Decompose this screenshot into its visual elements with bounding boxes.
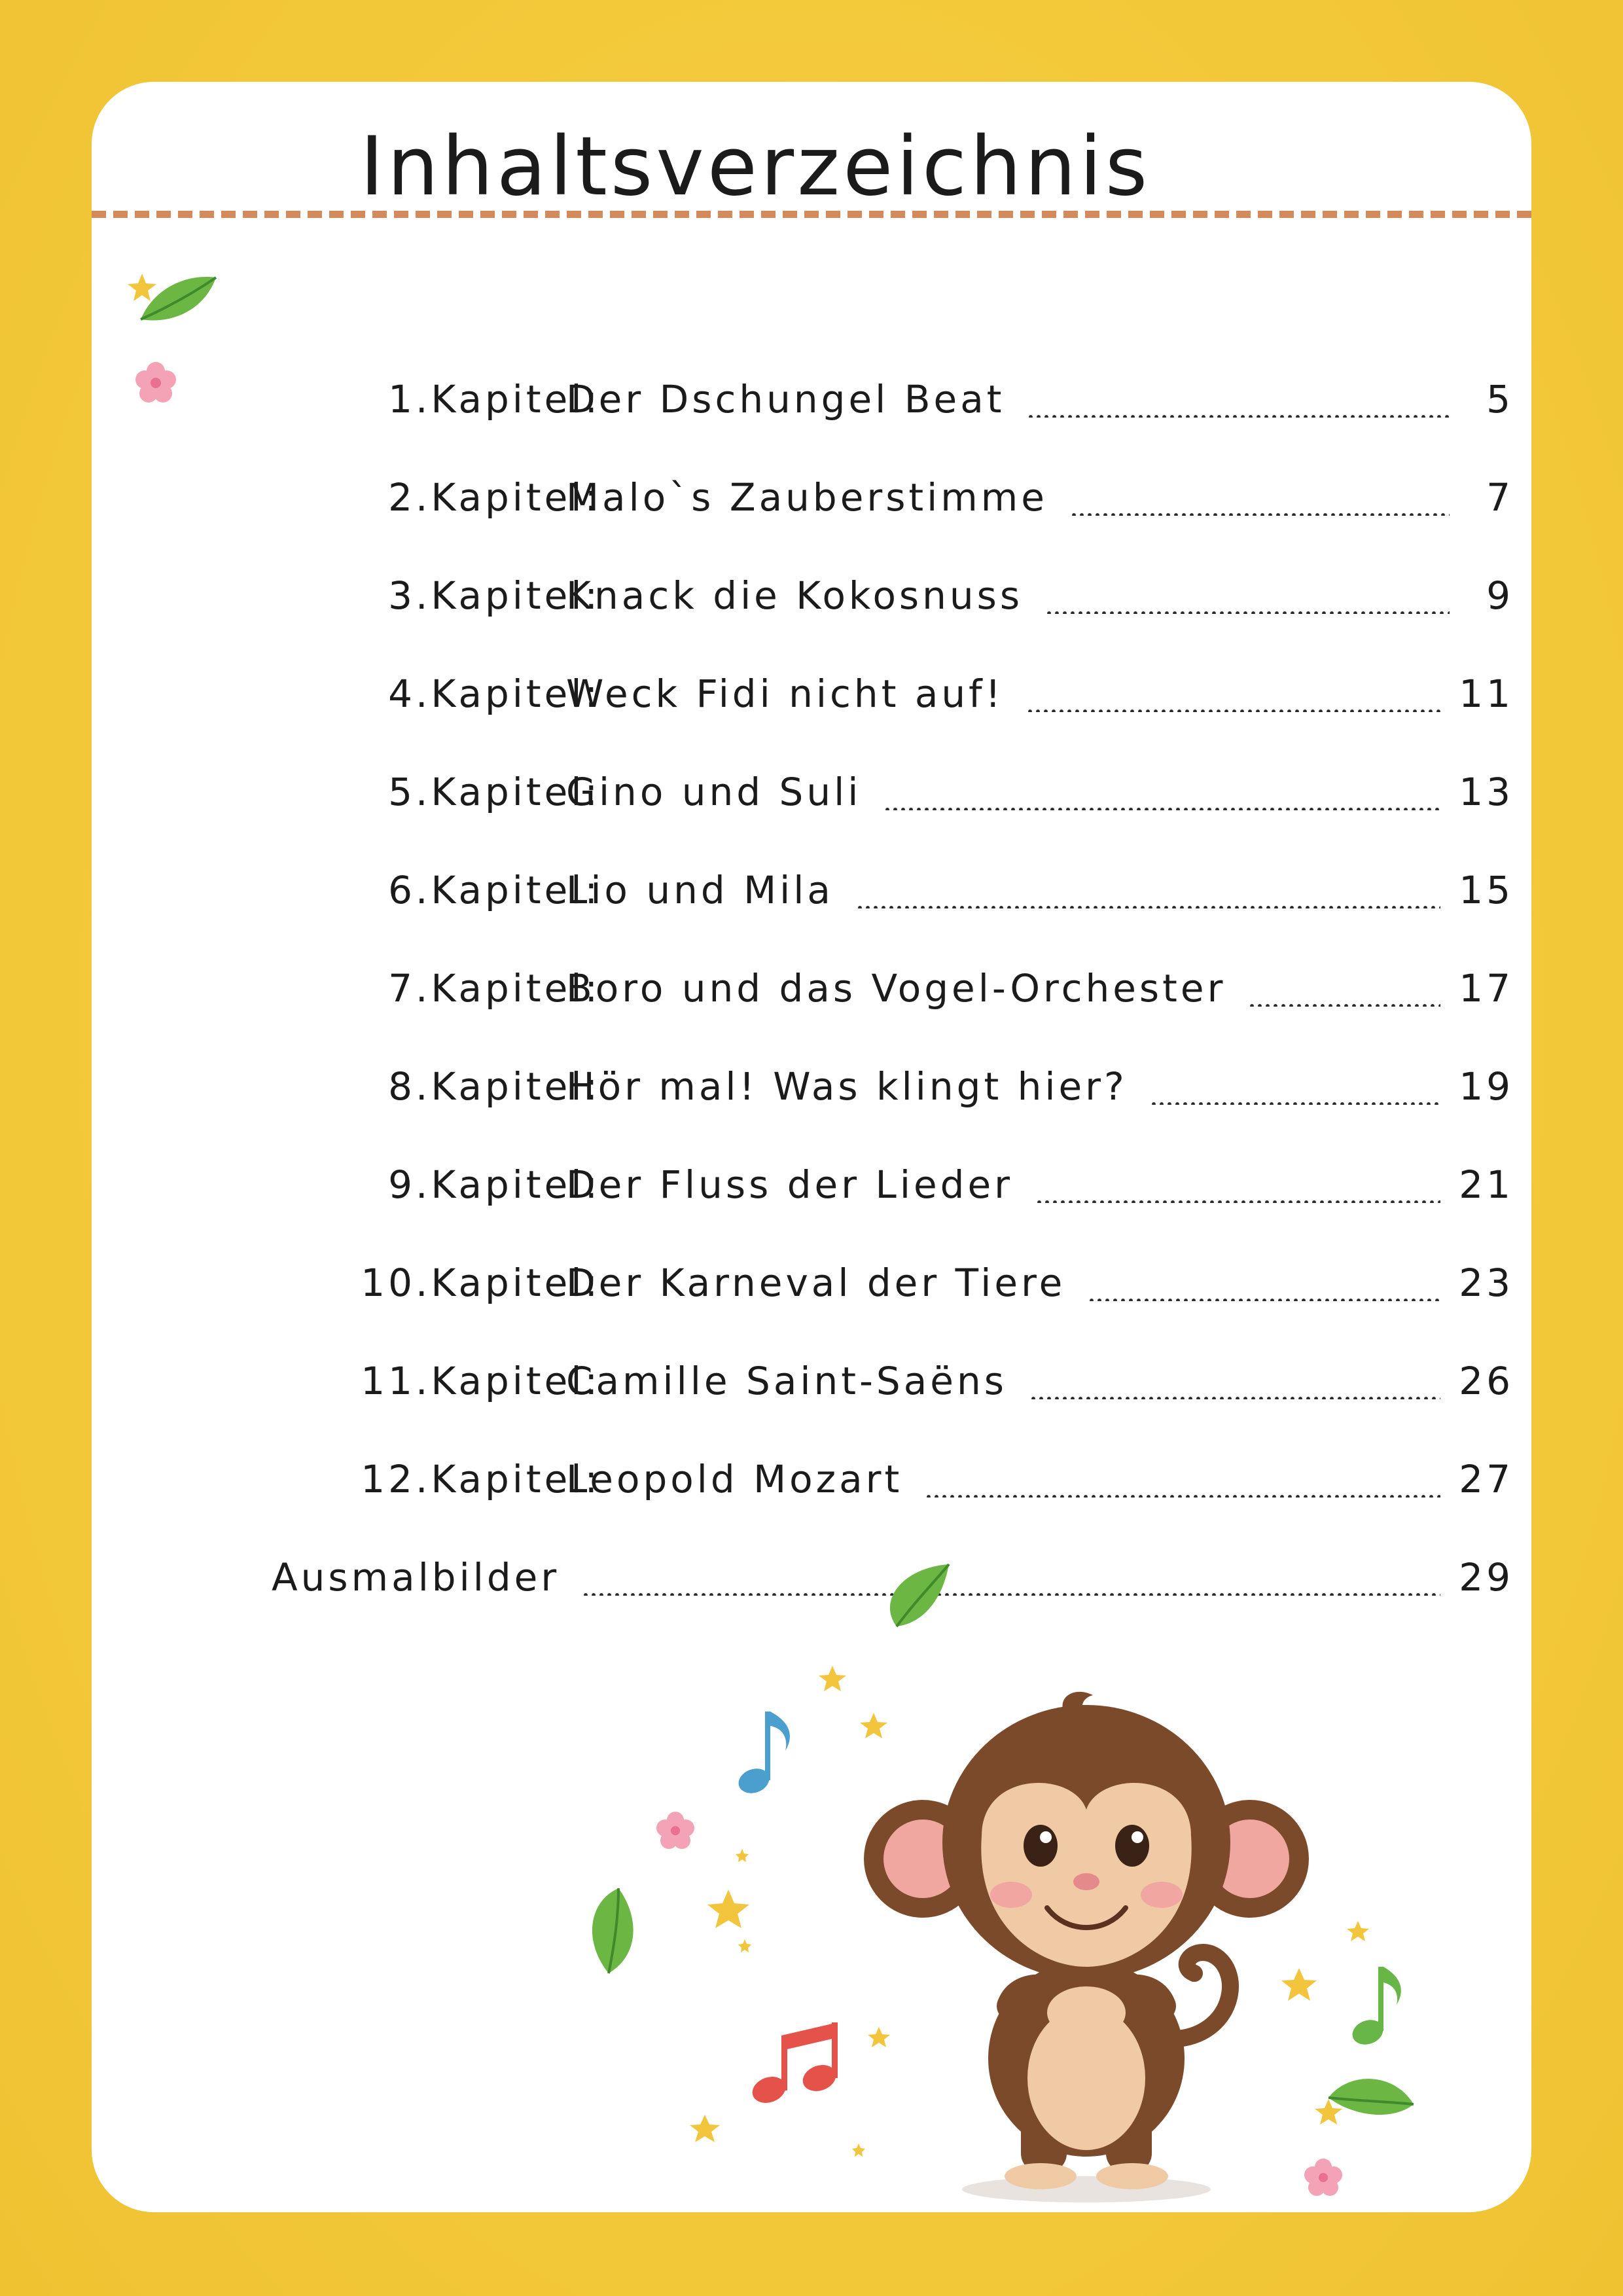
page-number: 29 [1459, 1555, 1514, 1600]
dot-leader [1045, 611, 1450, 614]
toc-entry-8[interactable] [92, 1050, 1531, 1122]
toc-page [92, 82, 1531, 2212]
chapter-title: Hör mal! Was klingt hier? [566, 1064, 1128, 1109]
chapter-number: 10.Kapitel: [361, 1261, 601, 1305]
chapter-number: 1.Kapitel: [388, 377, 601, 422]
chapter-title: Leopold Mozart [566, 1457, 903, 1501]
music-note-icon [749, 2022, 840, 2108]
dot-leader [1248, 1004, 1440, 1007]
chapter-number: 4.Kapitel: [388, 672, 601, 716]
page-number: 13 [1459, 770, 1514, 814]
toc-entry-5[interactable] [92, 756, 1531, 828]
dot-leader [1027, 415, 1450, 418]
dot-leader [1088, 1299, 1440, 1301]
page-title: Inhaltsverzeichnis [360, 120, 1151, 214]
toc-entry-12[interactable] [92, 1443, 1531, 1515]
dot-leader [1070, 513, 1450, 516]
dot-leader [1029, 1397, 1440, 1399]
page-number: 15 [1459, 868, 1514, 912]
leaf-icon [592, 1888, 633, 1973]
page-number: 19 [1459, 1064, 1514, 1109]
chapter-number: 8.Kapitel: [388, 1064, 601, 1109]
table-of-contents [92, 82, 1531, 1600]
flower-icon [1304, 2159, 1342, 2196]
leaf-icon [890, 1564, 949, 1626]
dot-leader [1026, 709, 1440, 712]
dot-leader [883, 808, 1440, 810]
section-title: Ausmalbilder [272, 1555, 560, 1600]
chapter-title: Knack die Kokosnuss [566, 573, 1024, 618]
chapter-title: Boro und das Vogel-Orchester [566, 966, 1226, 1011]
chapter-number: 12.Kapitel: [361, 1457, 601, 1501]
chapter-title: Camille Saint-Saëns [566, 1359, 1007, 1403]
chapter-number: 3.Kapitel: [388, 573, 601, 618]
chapter-number: 5.Kapitel: [388, 770, 601, 814]
page-number: 23 [1459, 1261, 1514, 1305]
toc-entry-1[interactable] [92, 363, 1531, 435]
page-number: 26 [1459, 1359, 1514, 1403]
chapter-title: Malo`s Zauberstimme [566, 475, 1048, 520]
toc-entry-11[interactable] [92, 1345, 1531, 1417]
chapter-number: 6.Kapitel: [388, 868, 601, 912]
chapter-number: 2.Kapitel: [388, 475, 601, 520]
page-number: 11 [1459, 672, 1514, 716]
toc-entry-4[interactable] [92, 658, 1531, 730]
toc-entry-2[interactable] [92, 461, 1531, 533]
chapter-title: Lio und Mila [566, 868, 834, 912]
dot-leader [856, 906, 1440, 908]
chapter-number: 11.Kapitel: [361, 1359, 601, 1403]
chapter-title: Weck Fidi nicht auf! [566, 672, 1004, 716]
dot-leader [925, 1495, 1440, 1498]
page-number: 9 [1486, 573, 1514, 618]
toc-entry-6[interactable] [92, 854, 1531, 926]
chapter-number: 9.Kapitel: [388, 1162, 601, 1207]
star-icon [126, 272, 158, 304]
toc-entry-9[interactable] [92, 1149, 1531, 1221]
page-number: 5 [1486, 377, 1514, 422]
page-number: 17 [1459, 966, 1514, 1011]
toc-entry-3[interactable] [92, 560, 1531, 632]
chapter-title: Der Fluss der Lieder [566, 1162, 1013, 1207]
chapter-title: Der Dschungel Beat [566, 377, 1005, 422]
dot-leader [1035, 1200, 1440, 1203]
page-number: 21 [1459, 1162, 1514, 1207]
toc-entry-7[interactable] [92, 952, 1531, 1024]
page-number: 7 [1486, 475, 1514, 520]
chapter-title: Gino und Suli [566, 770, 862, 814]
chapter-title: Der Karneval der Tiere [566, 1261, 1066, 1305]
monkey-illustration [524, 1535, 1479, 2202]
dot-leader [1150, 1102, 1440, 1105]
music-note-icon [1349, 1967, 1401, 2049]
page-number: 27 [1459, 1457, 1514, 1501]
chapter-number: 7.Kapitel: [388, 966, 601, 1011]
music-note-icon [735, 1712, 790, 1797]
flower-icon [656, 1812, 694, 1849]
toc-entry-10[interactable] [92, 1247, 1531, 1319]
flower-icon [130, 357, 182, 409]
